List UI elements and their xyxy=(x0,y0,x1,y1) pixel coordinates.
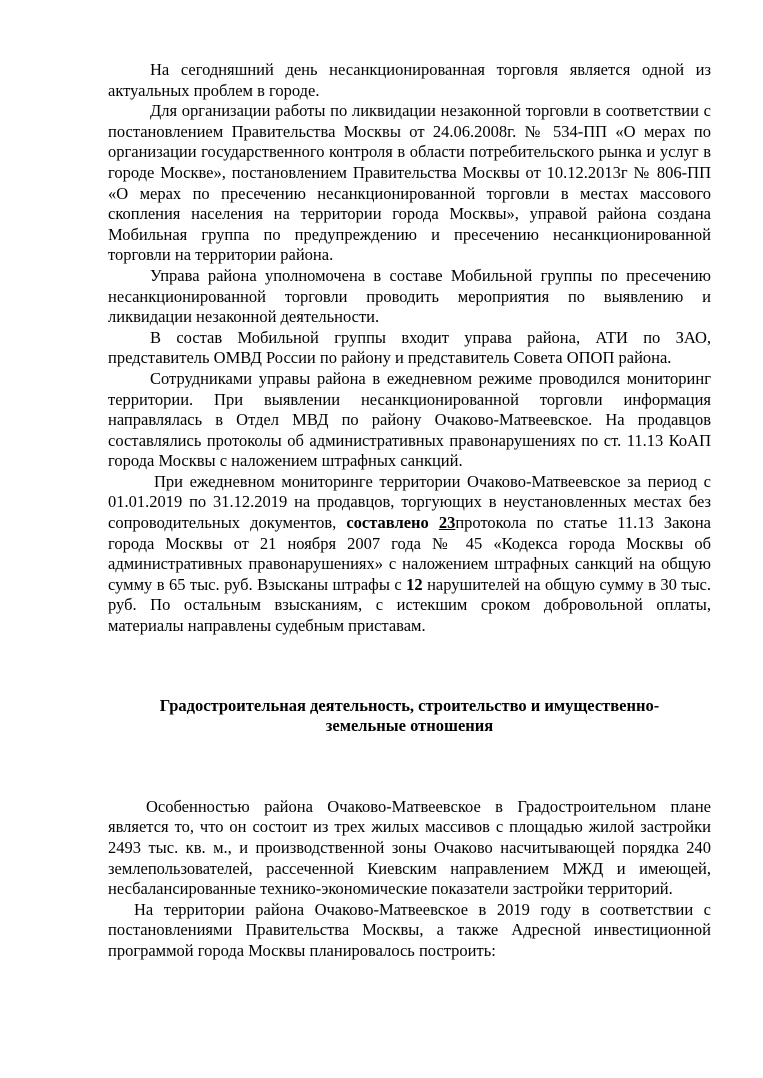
paragraph-group-composition: В состав Мобильной группы входит управа района, АТИ по ЗАО, представитель ОМВД России по району и представитель Совета ОПОП района. xyxy=(108,327,711,368)
paragraph-protocols-stats xyxy=(108,472,711,637)
paragraph-construction-plan: На территории района Очаково-Матвеевское в 2019 году в соответствии с постановлениями Правительства Москвы, а также Адресной инвестиционной программой города Москвы планировалось построить: xyxy=(108,899,711,960)
violators-count: 12 xyxy=(406,574,423,594)
protocols-text-d: протокола по статье 11.13 Закона города Москвы от 21 ноября 2007 года № 45 «Кодекса города Москвы об административных правонарушениях» с наложением штрафных санкций на общую сумму в 65 тыс. руб. Взысканы штрафы с xyxy=(108,513,711,594)
protocols-text-bold: составлено xyxy=(346,513,439,533)
protocols-count: 23 xyxy=(438,513,456,533)
section-heading-line-2: земельные отношения xyxy=(325,716,494,736)
protocols-text-f: нарушителей на общую сумму в 30 тыс. руб. По остальным взысканиям, с истекшим сроком добровольной оплаты, материалы направлены судебным приставам. xyxy=(108,574,711,636)
paragraph-uprava-authority: Управа района уполномочена в составе Мобильной группы по пресечению несанкционированной торговли проводить мероприятия по выявлению и ликвидации незаконной деятельности. xyxy=(108,265,711,327)
document-page xyxy=(108,60,711,962)
paragraph-intro: На сегодняшний день несанкционированная торговля является одной из актуальных проблем в городе. xyxy=(108,60,711,100)
section-heading xyxy=(108,696,711,737)
paragraph-urban-plan: Особенностью района Очаково-Матвеевское в Градостроительном плане является то, что он состоит из трех жилых массивов с площадью жилой застройки 2493 тыс. кв. м., и производственной зоны Очаково насчитывающей порядка 240 землепользователей, рассеченной Киевским направлением МЖД и имеющей, несбалансированные технико-экономические показатели застройки территорий. xyxy=(108,796,711,899)
paragraph-mobile-group-creation: Для организации работы по ликвидации незаконной торговли в соответствии с постановлением Правительства Москвы от 24.06.2008г. № 534-ПП «О мерах по организации государственного контроля в области потребительского рынка и услуг в городе Москве», постановлением Правительства Москвы от 10.12.2013г № 806-ПП «О мерах по пресечению несанкционированной торговли в местах массового скопления населения на территории города Москвы», управой района создана Мобильная группа по предупреждению и пресечению несанкционированной торговли на территории района. xyxy=(108,101,711,265)
section-heading-line-1: Градостроительная деятельность, строительство и имущественно- xyxy=(159,695,660,715)
protocols-text-a: При ежедневном мониторинге территории Очаково-Матвеевское за период с 01.01.2019 по 31.12.2019 на продавцов, торгующих в неустановленных местах без сопроводительных документов, xyxy=(108,471,711,533)
paragraph-monitoring: Сотрудниками управы района в ежедневном режиме проводился мониторинг территории. При выявлении несанкционированной торговли информация направлялась в Отдел МВД по району Очаково-Матвеевское. На продавцов составлялись протоколы об административных правонарушениях по ст. 11.13 КоАП города Москвы с наложением штрафных санкций. xyxy=(108,368,711,471)
